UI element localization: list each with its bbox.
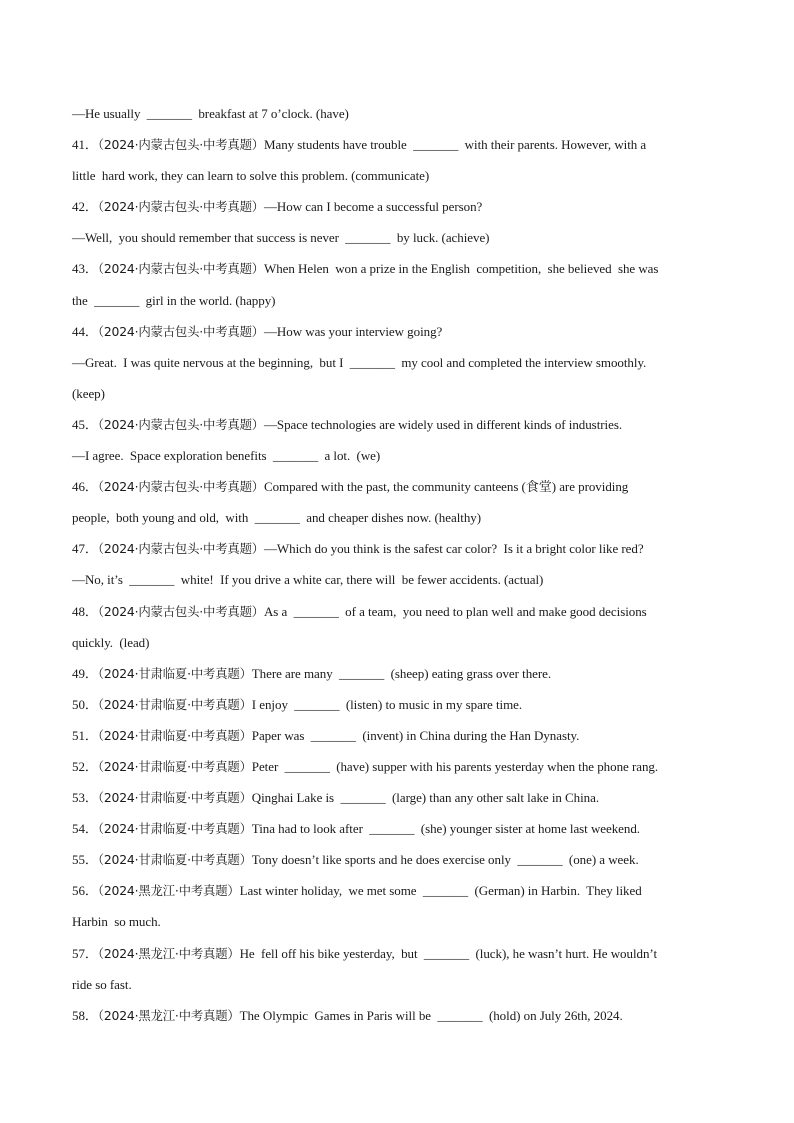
question-number: 49．: [72, 665, 98, 681]
question-line: [72, 751, 722, 782]
question-line: [72, 813, 722, 844]
question-text: (keep): [72, 385, 105, 401]
question-line: [72, 191, 722, 222]
question-source: （2024·内蒙古包头·中考真题）: [97, 603, 264, 619]
question-number: 53．: [72, 790, 98, 806]
question-line: [72, 938, 722, 969]
question-text: Qinghai Lake is _______ (large) than any other salt lake in China.: [251, 790, 600, 806]
question-source: （2024·甘肃临夏·中考真题）: [97, 758, 252, 774]
question-number: 57．: [72, 945, 98, 961]
question-text: The Olympic Games in Paris will be _______ (hold) on July 26th, 2024.: [239, 1007, 623, 1023]
question-source: （2024·甘肃临夏·中考真题）: [97, 665, 252, 681]
question-number: 45．: [72, 416, 98, 432]
question-text: He fell off his bike yesterday, but _______ (luck), he wasn’t hurt. He wouldn’t: [239, 945, 658, 961]
exercise-list: [72, 98, 722, 1031]
question-text: When Helen won a prize in the English competition, she believed she was: [263, 261, 659, 277]
question-source: （2024·黑龙江·中考真题）: [97, 1007, 240, 1023]
question-source: （2024·甘肃临夏·中考真题）: [97, 696, 252, 712]
question-source: （2024·甘肃临夏·中考真题）: [97, 790, 252, 806]
question-line: [72, 378, 722, 409]
question-text: the _______ girl in the world. (happy): [72, 292, 276, 308]
question-line: [72, 347, 722, 378]
question-text: —I agree. Space exploration benefits _______ a lot. (we): [72, 448, 381, 464]
question-source: （2024·黑龙江·中考真题）: [97, 883, 240, 899]
question-text: Paper was _______ (invent) in China during the Han Dynasty.: [251, 727, 580, 743]
question-source: （2024·黑龙江·中考真题）: [97, 945, 240, 961]
question-text: little hard work, they can learn to solve this problem. (communicate): [72, 168, 430, 184]
question-line: [72, 627, 722, 658]
question-line: [72, 596, 722, 627]
question-number: 58．: [72, 1007, 98, 1023]
question-line: [72, 564, 722, 595]
question-text: quickly. (lead): [72, 634, 150, 650]
question-line: [72, 222, 722, 253]
question-text: people, both young and old, with _______ and cheaper dishes now. (healthy): [72, 510, 482, 526]
question-source: （2024·内蒙古包头·中考真题）: [97, 479, 264, 495]
question-number: 55．: [72, 852, 98, 868]
question-text: —Space technologies are widely used in different kinds of industries.: [263, 416, 623, 432]
question-source: （2024·内蒙古包头·中考真题）: [97, 261, 264, 277]
question-number: 46．: [72, 479, 98, 495]
question-text: I enjoy _______ (listen) to music in my spare time.: [251, 696, 523, 712]
question-text: —How can I become a successful person?: [263, 199, 483, 215]
question-text: Harbin so much.: [72, 914, 161, 930]
question-line: [72, 98, 722, 129]
question-text: Last winter holiday, we met some _______ (German) in Harbin. They liked: [239, 883, 642, 899]
question-line: [72, 906, 722, 937]
question-text: As a _______ of a team, you need to plan well and make good decisions: [263, 603, 647, 619]
question-line: [72, 782, 722, 813]
question-text: Peter _______ (have) supper with his parents yesterday when the phone rang.: [251, 758, 659, 774]
question-number: 43．: [72, 261, 98, 277]
question-line: [72, 440, 722, 471]
question-line: [72, 875, 722, 906]
question-source: （2024·内蒙古包头·中考真题）: [97, 541, 264, 557]
question-number: 51．: [72, 727, 98, 743]
question-text: Tony doesn’t like sports and he does exercise only _______ (one) a week.: [251, 852, 639, 868]
question-number: 54．: [72, 821, 98, 837]
question-source: （2024·甘肃临夏·中考真题）: [97, 852, 252, 868]
question-line: [72, 471, 722, 502]
question-text: —Well, you should remember that success is never _______ by luck. (achieve): [72, 230, 490, 246]
question-line: [72, 689, 722, 720]
question-line: [72, 502, 722, 533]
question-line: [72, 720, 722, 751]
question-source: （2024·内蒙古包头·中考真题）: [97, 137, 264, 153]
question-line: [72, 160, 722, 191]
question-number: 42．: [72, 199, 98, 215]
question-source: （2024·内蒙古包头·中考真题）: [97, 199, 264, 215]
question-text: There are many _______ (sheep) eating grass over there.: [251, 665, 552, 681]
question-number: 56．: [72, 883, 98, 899]
question-source: （2024·甘肃临夏·中考真题）: [97, 821, 252, 837]
question-number: 48．: [72, 603, 98, 619]
question-line: [72, 658, 722, 689]
question-line: [72, 533, 722, 564]
question-line: [72, 1000, 722, 1031]
question-number: 41．: [72, 137, 98, 153]
question-text: —How was your interview going?: [263, 323, 443, 339]
question-source: （2024·内蒙古包头·中考真题）: [97, 323, 264, 339]
question-text: —He usually _______ breakfast at 7 o’clock. (have): [72, 106, 349, 121]
question-text: —Which do you think is the safest car color? Is it a bright color like red?: [263, 541, 644, 557]
question-text: Tina had to look after _______ (she) younger sister at home last weekend.: [251, 821, 640, 837]
question-number: 47．: [72, 541, 98, 557]
question-line: [72, 844, 722, 875]
question-source: （2024·内蒙古包头·中考真题）: [97, 416, 264, 432]
question-line: [72, 253, 722, 284]
question-text: —Great. I was quite nervous at the beginning, but I _______ my cool and completed the interview smoothly.: [72, 354, 647, 370]
question-text: —No, it’s _______ white! If you drive a white car, there will be fewer accidents. (actual): [72, 572, 544, 588]
question-line: [72, 285, 722, 316]
question-number: 50．: [72, 696, 98, 712]
question-line: [72, 969, 722, 1000]
question-source: （2024·甘肃临夏·中考真题）: [97, 727, 252, 743]
question-line: [72, 316, 722, 347]
question-text: Many students have trouble _______ with their parents. However, with a: [263, 137, 647, 153]
question-text: ride so fast.: [72, 976, 132, 992]
question-number: 52．: [72, 758, 98, 774]
question-number: 44．: [72, 323, 98, 339]
question-line: [72, 129, 722, 160]
question-line: [72, 409, 722, 440]
question-text: Compared with the past, the community canteens (食堂) are providing: [263, 479, 629, 495]
